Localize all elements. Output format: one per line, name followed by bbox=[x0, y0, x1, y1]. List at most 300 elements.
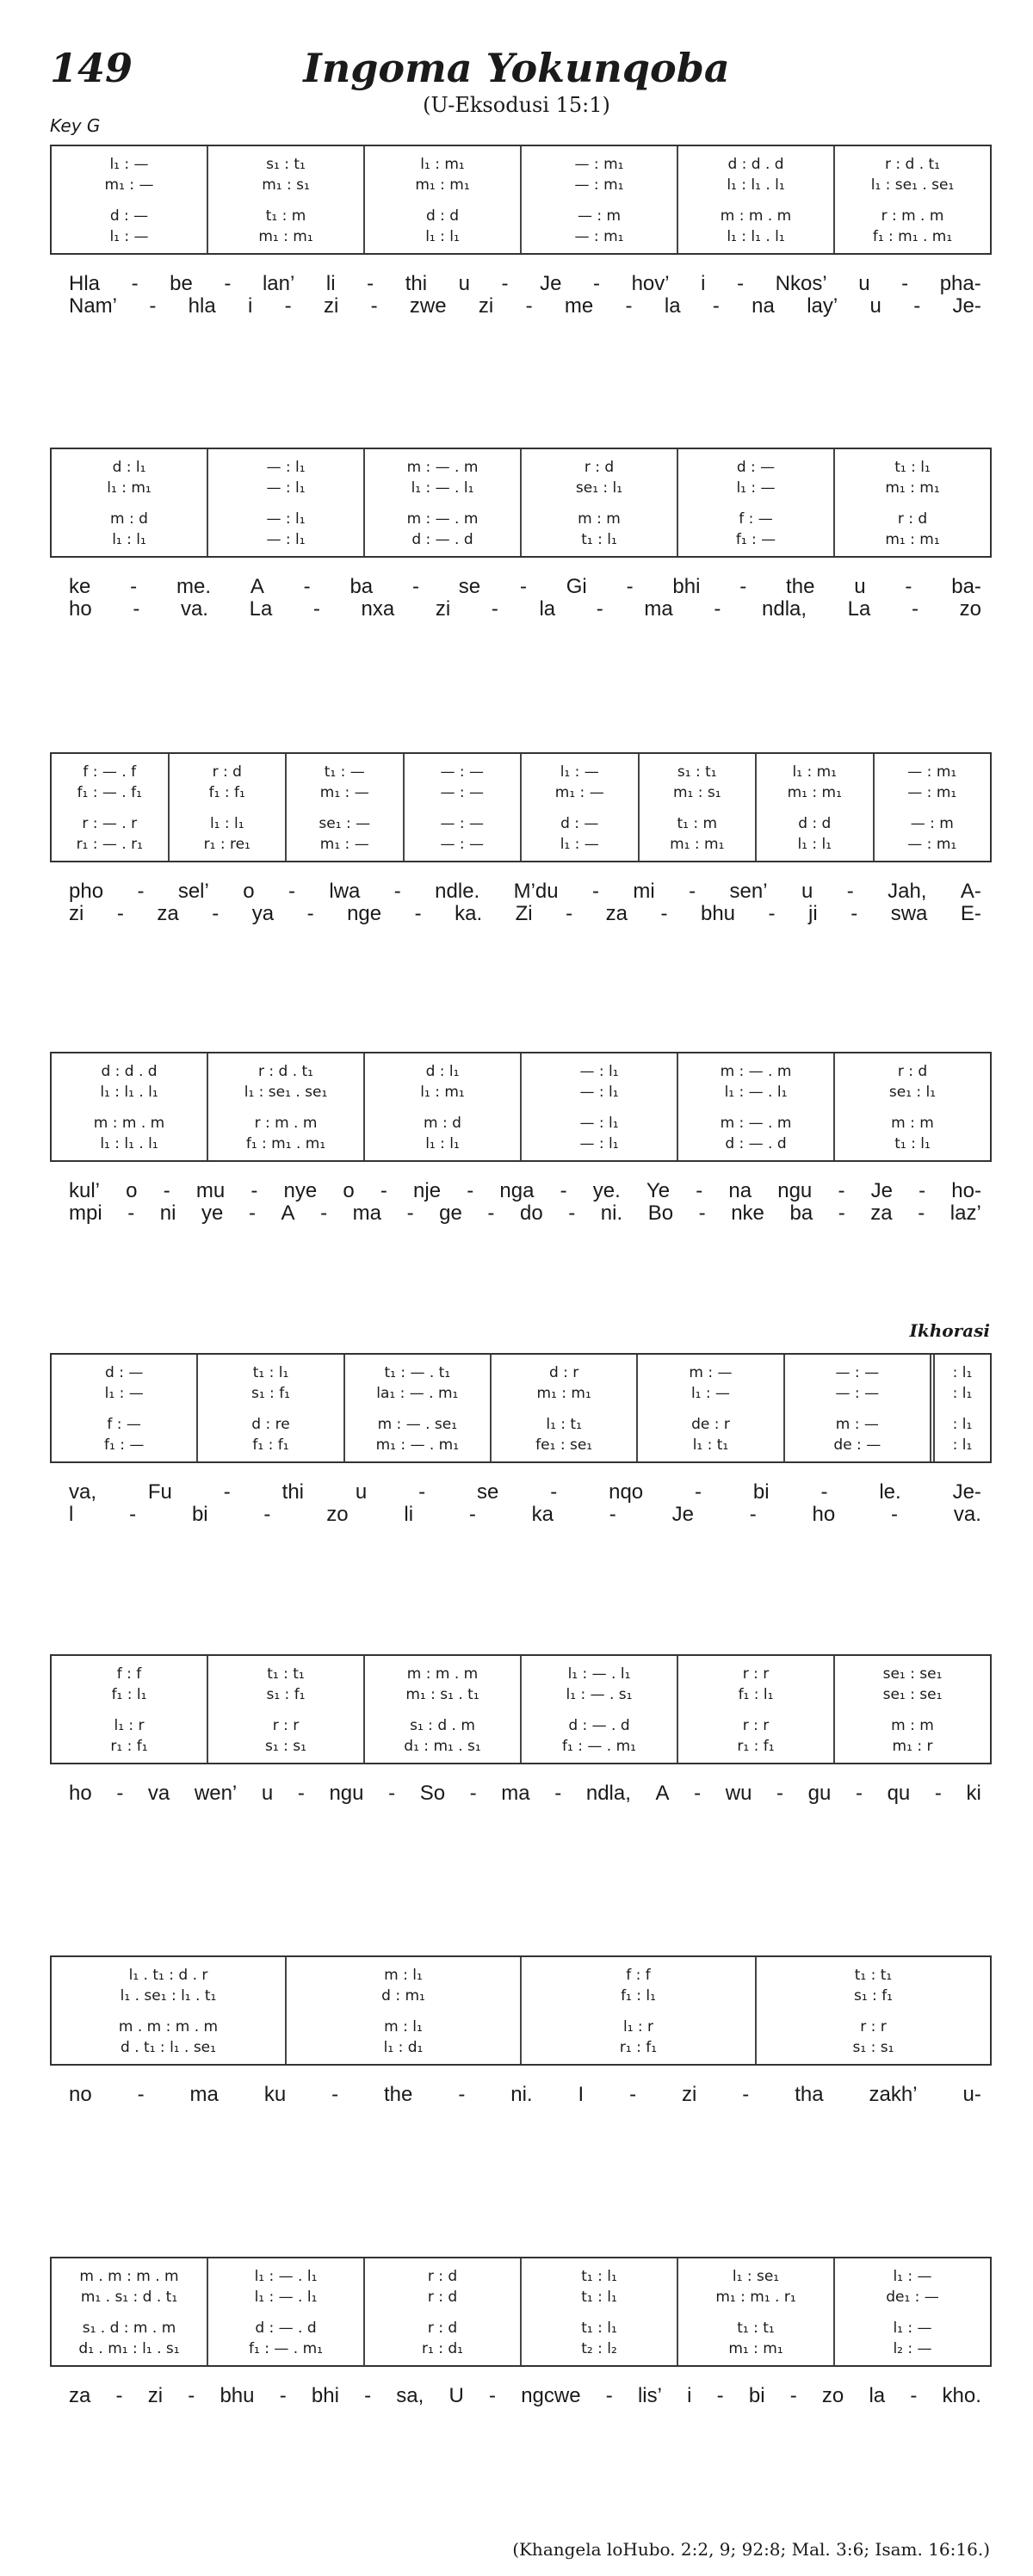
tenor-notes: r : m . m bbox=[881, 207, 944, 225]
lyric-syllable: ndla, bbox=[585, 1782, 631, 1805]
tenor-notes: l₁ : r bbox=[622, 2018, 654, 2035]
bass-notes: l₁ : — bbox=[560, 836, 599, 853]
bass-notes: d₁ : m₁ . s₁ bbox=[404, 1738, 481, 1755]
staff-box bbox=[50, 1955, 992, 2066]
soprano-notes: m . m : m . m bbox=[79, 2268, 179, 2285]
lyric-syllable: Je bbox=[671, 1503, 694, 1526]
alto-notes: m₁ : m₁ bbox=[885, 479, 940, 497]
soprano-notes: d : l₁ bbox=[425, 1063, 460, 1080]
lyric-syllable: - bbox=[689, 880, 696, 903]
lyric-syllable: - bbox=[116, 1782, 124, 1805]
soprano-notes: t₁ : — . t₁ bbox=[384, 1364, 451, 1381]
lyric-syllable: M’du bbox=[513, 880, 559, 903]
soprano-notes: r : d bbox=[427, 2268, 458, 2285]
lyric-syllable: - bbox=[370, 294, 378, 318]
lyric-syllable: bhu bbox=[220, 2384, 255, 2407]
measure bbox=[52, 1957, 285, 2064]
alto-notes: se₁ : se₁ bbox=[882, 1686, 943, 1703]
lyric-syllable: zo bbox=[821, 2384, 844, 2407]
lyric-syllable: wu bbox=[725, 1782, 752, 1805]
lyric-syllable: ki bbox=[966, 1782, 981, 1805]
lyric-syllable: - bbox=[592, 880, 600, 903]
lyric-syllable: Fu bbox=[147, 1480, 172, 1504]
soprano-notes: m : — bbox=[689, 1364, 733, 1381]
tenor-notes: d : d bbox=[798, 815, 832, 832]
lyric-syllable: - bbox=[116, 902, 124, 925]
lyric-syllable: ba bbox=[349, 575, 374, 598]
lyric-syllable: - bbox=[491, 597, 498, 621]
lyric-syllable: ge bbox=[439, 1202, 462, 1225]
tenor-notes: se₁ : — bbox=[319, 815, 371, 832]
lyric-syllable: - bbox=[393, 880, 401, 903]
lyric-syllable: - bbox=[660, 902, 668, 925]
soprano-notes: s₁ : t₁ bbox=[266, 156, 306, 173]
lyric-syllable: - bbox=[224, 272, 232, 295]
tenor-notes: m : — bbox=[835, 1416, 879, 1433]
measure bbox=[783, 1355, 930, 1461]
soprano-notes: d : r bbox=[548, 1364, 579, 1381]
tenor-notes: — : l₁ bbox=[266, 510, 306, 528]
staff-box bbox=[50, 1654, 992, 1764]
lyric-syllable: - bbox=[487, 1202, 495, 1225]
lyric-syllable: - bbox=[912, 597, 919, 621]
lyric-syllable: - bbox=[625, 294, 633, 318]
soprano-notes: l₁ : m₁ bbox=[792, 763, 837, 781]
bass-notes: r₁ : re₁ bbox=[203, 836, 251, 853]
alto-notes: l₁ : se₁ . se₁ bbox=[870, 176, 955, 194]
lyric-syllable: nke bbox=[731, 1202, 764, 1225]
measure bbox=[52, 2258, 207, 2365]
lyric-syllable: - bbox=[605, 2384, 613, 2407]
lyric-syllable: nye bbox=[283, 1179, 318, 1202]
lyric-syllable: ye bbox=[201, 1202, 224, 1225]
lyric-syllable: - bbox=[550, 1480, 558, 1504]
tenor-notes: r : r bbox=[742, 1717, 770, 1734]
bass-notes: l₁ : d₁ bbox=[383, 2039, 424, 2056]
lyric-syllable: - bbox=[388, 1782, 396, 1805]
lyric-syllable: - bbox=[905, 575, 912, 598]
alto-notes: f₁ : — . f₁ bbox=[77, 784, 142, 801]
tenor-notes: f : — bbox=[107, 1416, 141, 1433]
lyric-syllable: nxa bbox=[361, 597, 395, 621]
bass-notes: r₁ : d₁ bbox=[422, 2340, 463, 2357]
alto-notes: f₁ : l₁ bbox=[111, 1686, 147, 1703]
lyric-syllable: - bbox=[263, 1503, 271, 1526]
lyric-syllable: - bbox=[303, 575, 311, 598]
measure bbox=[755, 1957, 990, 2064]
lyric-syllable: nga bbox=[499, 1179, 535, 1202]
lyric-syllable: - bbox=[251, 1179, 258, 1202]
lyric-syllable: - bbox=[696, 1179, 703, 1202]
measure bbox=[520, 1957, 755, 2064]
bass-notes: m₁ : m₁ bbox=[670, 836, 725, 853]
alto-notes: m₁ : m₁ bbox=[415, 176, 470, 194]
lyric-syllable: nje bbox=[413, 1179, 442, 1202]
bass-notes: m₁ : m₁ bbox=[885, 531, 940, 548]
lyric-syllable: - bbox=[820, 1480, 828, 1504]
tenor-notes: — : — bbox=[440, 815, 485, 832]
measure bbox=[343, 1355, 490, 1461]
lyric-syllable: ji bbox=[808, 902, 818, 925]
bass-notes: s₁ : s₁ bbox=[852, 2039, 894, 2056]
lyric-syllable: So bbox=[419, 1782, 446, 1805]
tenor-notes: m : l₁ bbox=[384, 2018, 423, 2035]
tenor-notes: d : d bbox=[425, 207, 460, 225]
lyric-syllable: Nam’ bbox=[69, 294, 118, 318]
lyric-syllable: - bbox=[712, 294, 720, 318]
lyric-syllable: ho bbox=[69, 597, 92, 621]
soprano-notes: m : m . m bbox=[406, 1665, 479, 1683]
alto-notes: s₁ : f₁ bbox=[251, 1385, 290, 1402]
lyric-syllable: - bbox=[418, 1480, 426, 1504]
lyric-syllable: - bbox=[137, 880, 145, 903]
lyric-syllable: - bbox=[458, 2083, 466, 2106]
tenor-notes: m : — . se₁ bbox=[377, 1416, 458, 1433]
lyric-syllable: i bbox=[701, 272, 706, 295]
tenor-notes: r : r bbox=[272, 1717, 300, 1734]
alto-notes: m₁ : m₁ . r₁ bbox=[715, 2289, 796, 2306]
lyric-syllable: I bbox=[578, 2083, 585, 2106]
lyric-syllable: - bbox=[468, 1503, 476, 1526]
bass-notes: f₁ : m₁ . m₁ bbox=[245, 1135, 326, 1152]
lyric-syllable: - bbox=[560, 1179, 567, 1202]
soprano-notes: d : d . d bbox=[727, 156, 784, 173]
lyric-syllable: ngu bbox=[329, 1782, 364, 1805]
lyric-syllable: A bbox=[250, 575, 264, 598]
lyric-line bbox=[67, 1503, 983, 1529]
lyric-syllable: ka bbox=[531, 1503, 554, 1526]
soprano-notes: m : l₁ bbox=[384, 1967, 423, 1984]
measure bbox=[490, 1355, 636, 1461]
lyric-syllable: wen’ bbox=[194, 1782, 238, 1805]
lyric-syllable: A bbox=[655, 1782, 670, 1805]
lyric-syllable: - bbox=[714, 597, 721, 621]
lyric-syllable: u bbox=[869, 294, 881, 318]
lyric-syllable: - bbox=[851, 902, 858, 925]
soprano-notes: — : l₁ bbox=[266, 459, 306, 476]
bass-notes: f₁ : — bbox=[103, 1436, 145, 1454]
lyric-syllable: - bbox=[913, 294, 921, 318]
lyric-syllable: - bbox=[331, 2083, 339, 2106]
lyric-syllable: ngcwe bbox=[521, 2384, 581, 2407]
bass-notes: — : l₁ bbox=[266, 531, 306, 548]
lyric-syllable: zi bbox=[682, 2083, 697, 2106]
lyric-syllable: - bbox=[406, 1202, 414, 1225]
bass-notes: m₁ : — bbox=[319, 836, 369, 853]
measure bbox=[196, 1355, 343, 1461]
alto-notes: m₁ : s₁ bbox=[672, 784, 721, 801]
lyric-syllable: ho bbox=[812, 1503, 836, 1526]
alto-notes: — : — bbox=[835, 1385, 880, 1402]
lyric-syllable: - bbox=[629, 2083, 637, 2106]
lyric-syllable: thi bbox=[405, 272, 428, 295]
tenor-notes: l₁ : — bbox=[893, 2320, 932, 2337]
alto-notes: — : m₁ bbox=[574, 176, 624, 194]
bass-notes: r₁ : f₁ bbox=[110, 1738, 148, 1755]
lyric-syllable: - bbox=[626, 575, 634, 598]
soprano-notes: t₁ : t₁ bbox=[267, 1665, 305, 1683]
bass-notes: l₁ : l₁ . l₁ bbox=[727, 228, 785, 245]
lyric-line bbox=[67, 902, 983, 928]
measure bbox=[52, 1656, 207, 1763]
lyric-syllable: - bbox=[414, 902, 422, 925]
soprano-notes: l₁ : — . l₁ bbox=[254, 2268, 318, 2285]
bass-notes: r₁ : f₁ bbox=[619, 2039, 658, 2056]
lyric-syllable: Je- bbox=[952, 1480, 981, 1504]
bass-notes: d₁ . m₁ : l₁ . s₁ bbox=[78, 2340, 180, 2357]
bass-notes: fe₁ : se₁ bbox=[535, 1436, 593, 1454]
tenor-notes: d : re bbox=[251, 1416, 290, 1433]
lyric-syllable: ba- bbox=[951, 575, 981, 598]
alto-notes: se₁ : l₁ bbox=[888, 1084, 937, 1101]
bass-notes: — : — bbox=[440, 836, 485, 853]
alto-notes: l₁ : — bbox=[104, 1385, 144, 1402]
bass-notes: t₁ : l₁ bbox=[581, 531, 617, 548]
alto-notes: l₁ . se₁ : l₁ . t₁ bbox=[120, 1987, 217, 2005]
tenor-notes: — : m bbox=[910, 815, 954, 832]
lyric-syllable: - bbox=[212, 902, 220, 925]
lyric-syllable: lay’ bbox=[807, 294, 838, 318]
lyric-syllable: A bbox=[281, 1202, 295, 1225]
bass-notes: — : m₁ bbox=[907, 836, 957, 853]
tenor-notes: t₁ : t₁ bbox=[737, 2320, 775, 2337]
lyric-syllable: u bbox=[858, 272, 870, 295]
soprano-notes: d : — bbox=[105, 1364, 144, 1381]
measure bbox=[363, 1656, 520, 1763]
alto-notes: l₁ : l₁ . l₁ bbox=[727, 176, 785, 194]
bass-notes: m₁ : — . m₁ bbox=[375, 1436, 460, 1454]
lyric-syllable: - bbox=[133, 597, 140, 621]
lyric-syllable: Gi bbox=[566, 575, 587, 598]
tenor-notes: l₁ : t₁ bbox=[546, 1416, 582, 1433]
lyric-syllable: kul’ bbox=[69, 1179, 101, 1202]
lyric-syllable: bhu bbox=[700, 902, 736, 925]
bass-notes: l₁ : t₁ bbox=[692, 1436, 729, 1454]
lyric-syllable: ku bbox=[263, 2083, 287, 2106]
bass-notes: d : — . d bbox=[725, 1135, 787, 1152]
lyric-syllable: - bbox=[188, 2384, 195, 2407]
lyric-syllable: sel’ bbox=[177, 880, 209, 903]
measure bbox=[403, 754, 521, 861]
alto-notes: l₁ : — bbox=[736, 479, 776, 497]
lyric-syllable: - bbox=[742, 2083, 750, 2106]
alto-notes: f₁ : l₁ bbox=[621, 1987, 656, 2005]
bass-notes: d : — . d bbox=[411, 531, 473, 548]
alto-notes: m₁ : — bbox=[319, 784, 369, 801]
lyric-syllable: zi bbox=[435, 597, 451, 621]
lyric-syllable: va. bbox=[180, 597, 208, 621]
lyric-syllable: - bbox=[739, 575, 747, 598]
lyric-syllable: zi bbox=[69, 902, 84, 925]
tenor-notes: m : m bbox=[891, 1717, 934, 1734]
bass-notes: : l₁ bbox=[952, 1436, 973, 1454]
measure bbox=[52, 146, 207, 253]
lyric-syllable: bi bbox=[748, 2384, 765, 2407]
soprano-notes: f : f bbox=[116, 1665, 142, 1683]
lyric-syllable: ma bbox=[644, 597, 673, 621]
soprano-notes: l₁ : — bbox=[109, 156, 149, 173]
lyric-syllable: - bbox=[934, 1782, 942, 1805]
lyric-syllable: - bbox=[137, 2083, 145, 2106]
tenor-notes: m : m . m bbox=[93, 1115, 165, 1132]
tenor-notes: m : d bbox=[110, 510, 148, 528]
lyric-syllable: - bbox=[901, 272, 909, 295]
lyric-syllable: se bbox=[477, 1480, 499, 1504]
lyric-syllable: Je- bbox=[952, 294, 981, 318]
lyric-syllable: o bbox=[343, 1179, 355, 1202]
tenor-notes: s₁ . d : m . m bbox=[82, 2320, 176, 2337]
tenor-notes: m . m : m . m bbox=[118, 2018, 219, 2035]
bass-notes: t₂ : l₂ bbox=[581, 2340, 617, 2357]
lyric-syllable: - bbox=[838, 1179, 845, 1202]
measure bbox=[52, 1053, 207, 1160]
tenor-notes: d : — bbox=[560, 815, 599, 832]
key-label: Key G bbox=[50, 115, 101, 136]
bass-notes: m₁ : m₁ bbox=[728, 2340, 783, 2357]
tenor-notes: d : — . d bbox=[568, 1717, 630, 1734]
lyric-syllable: hov’ bbox=[631, 272, 670, 295]
lyric-syllable: - bbox=[367, 272, 374, 295]
lyric-syllable: - bbox=[306, 902, 314, 925]
lyric-syllable: za bbox=[870, 1202, 893, 1225]
measure bbox=[52, 1355, 196, 1461]
lyric-syllable: i bbox=[687, 2384, 692, 2407]
tenor-notes: d : — . d bbox=[255, 2320, 317, 2337]
measure bbox=[755, 754, 873, 861]
lyric-syllable: u bbox=[458, 272, 470, 295]
lyric-line bbox=[67, 2083, 983, 2109]
alto-notes: — : l₁ bbox=[266, 479, 306, 497]
bass-notes: l₁ : l₁ bbox=[425, 1135, 460, 1152]
lyric-syllable: ba bbox=[789, 1202, 813, 1225]
lyric-syllable: - bbox=[855, 1782, 863, 1805]
lyric-syllable: nge bbox=[347, 902, 382, 925]
lyric-syllable: o bbox=[243, 880, 255, 903]
alto-notes: l₁ : l₁ . l₁ bbox=[100, 1084, 158, 1101]
lyric-syllable: do bbox=[519, 1202, 543, 1225]
lyric-syllable: ngu bbox=[777, 1179, 813, 1202]
soprano-notes: l₁ : m₁ bbox=[420, 156, 465, 173]
lyric-syllable: va. bbox=[953, 1503, 981, 1526]
lyric-syllable: - bbox=[737, 272, 745, 295]
soprano-notes: — : l₁ bbox=[579, 1063, 619, 1080]
lyric-syllable: bi bbox=[191, 1503, 208, 1526]
bass-notes: — : m₁ bbox=[574, 228, 624, 245]
alto-notes: l₁ : — . l₁ bbox=[411, 479, 474, 497]
lyric-syllable: la bbox=[869, 2384, 886, 2407]
alto-notes: — : — bbox=[440, 784, 485, 801]
lyric-syllable: zo bbox=[959, 597, 981, 621]
lyric-syllable: u bbox=[854, 575, 866, 598]
measure bbox=[285, 1957, 520, 2064]
measure bbox=[207, 146, 363, 253]
bass-notes: m₁ : m₁ bbox=[258, 228, 313, 245]
alto-notes: — : m₁ bbox=[907, 784, 957, 801]
lyric-syllable: - bbox=[918, 1202, 925, 1225]
alto-notes: s₁ : f₁ bbox=[853, 1987, 893, 2005]
lyric-syllable: bhi bbox=[672, 575, 701, 598]
alto-notes: l₁ : m₁ bbox=[420, 1084, 465, 1101]
lyric-syllable: lwa bbox=[329, 880, 361, 903]
lyric-syllable: - bbox=[566, 902, 573, 925]
lyric-syllable: - bbox=[593, 272, 601, 295]
measure bbox=[363, 1053, 520, 1160]
lyric-syllable: - bbox=[596, 597, 603, 621]
lyric-syllable: sen’ bbox=[729, 880, 768, 903]
soprano-notes: — : m₁ bbox=[907, 763, 957, 781]
lyric-syllable: - bbox=[749, 1503, 757, 1526]
lyric-syllable: ndle. bbox=[435, 880, 480, 903]
measure bbox=[677, 146, 833, 253]
soprano-notes: r : r bbox=[742, 1665, 770, 1683]
lyric-syllable: Hla bbox=[69, 272, 101, 295]
lyric-syllable: ya bbox=[251, 902, 275, 925]
staff-box bbox=[50, 1052, 992, 1162]
lyric-line bbox=[67, 2384, 983, 2410]
soprano-notes: : l₁ bbox=[952, 1364, 973, 1381]
lyric-syllable: ni. bbox=[510, 2083, 533, 2106]
lyric-syllable: za bbox=[605, 902, 628, 925]
lyric-syllable: - bbox=[312, 597, 320, 621]
measure bbox=[677, 1656, 833, 1763]
lyric-syllable: pho bbox=[69, 880, 104, 903]
bass-notes: f₁ : — . m₁ bbox=[249, 2340, 323, 2357]
lyric-syllable: hla bbox=[188, 294, 216, 318]
soprano-notes: t₁ : l₁ bbox=[894, 459, 931, 476]
measure bbox=[207, 449, 363, 556]
lyric-syllable: Zi bbox=[515, 902, 533, 925]
bass-notes: f₁ : — bbox=[735, 531, 776, 548]
lyric-syllable: li bbox=[404, 1503, 414, 1526]
lyric-syllable: mi bbox=[633, 880, 655, 903]
lyric-syllable: La bbox=[249, 597, 273, 621]
lyric-syllable: ma bbox=[501, 1782, 530, 1805]
measure bbox=[520, 146, 677, 253]
soprano-notes: d : d . d bbox=[101, 1063, 158, 1080]
lyric-syllable: ni bbox=[159, 1202, 176, 1225]
tenor-notes: t₁ : l₁ bbox=[581, 2320, 617, 2337]
alto-notes: d : m₁ bbox=[381, 1987, 425, 2005]
measure bbox=[363, 2258, 520, 2365]
measure bbox=[677, 1053, 833, 1160]
lyric-syllable: - bbox=[284, 294, 292, 318]
lyric-syllable: za bbox=[157, 902, 179, 925]
bass-notes: l₁ : — bbox=[109, 228, 149, 245]
lyric-syllable: sa, bbox=[396, 2384, 424, 2407]
lyric-syllable: - bbox=[891, 1503, 899, 1526]
soprano-notes: l₁ : — bbox=[560, 763, 599, 781]
lyric-syllable: A- bbox=[960, 880, 981, 903]
soprano-notes: f : f bbox=[626, 1967, 651, 1984]
lyric-line bbox=[67, 294, 983, 320]
soprano-notes: m : — . m bbox=[720, 1063, 792, 1080]
bass-notes: f₁ : m₁ . m₁ bbox=[872, 228, 953, 245]
alto-notes: t₁ : l₁ bbox=[581, 2289, 617, 2306]
lyric-syllable: - bbox=[411, 575, 419, 598]
bass-notes: l₁ : l₁ bbox=[112, 531, 146, 548]
lyric-syllable: la bbox=[539, 597, 556, 621]
lyric-syllable: na bbox=[728, 1179, 752, 1202]
alto-notes: f₁ : l₁ bbox=[738, 1686, 774, 1703]
lyric-syllable: - bbox=[698, 1202, 706, 1225]
soprano-notes: l₁ . t₁ : d . r bbox=[128, 1967, 208, 1984]
alto-notes: — : l₁ bbox=[579, 1084, 619, 1101]
lyric-syllable: kho. bbox=[942, 2384, 981, 2407]
measure bbox=[930, 1355, 990, 1461]
lyric-syllable: ke bbox=[69, 575, 91, 598]
soprano-notes: — : — bbox=[440, 763, 485, 781]
lyric-syllable: - bbox=[279, 2384, 287, 2407]
